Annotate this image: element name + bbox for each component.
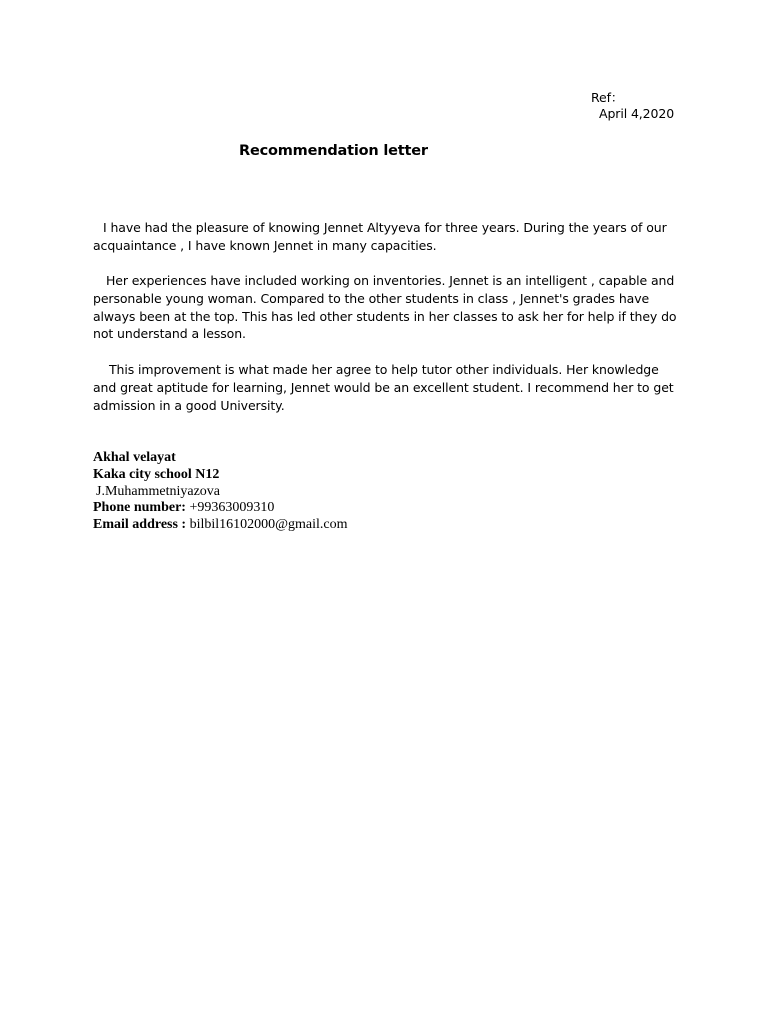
phone-value: +99363009310 bbox=[189, 500, 275, 515]
body-paragraph-2 bbox=[93, 272, 678, 343]
signature-region: Akhal velayat bbox=[93, 450, 176, 465]
email-value: bilbil16102000@gmail.com bbox=[189, 517, 348, 532]
signature-school: Kaka city school N12 bbox=[93, 467, 220, 482]
signature-phone bbox=[93, 500, 274, 516]
letter-title: Recommendation letter bbox=[239, 143, 428, 159]
body-paragraph-3 bbox=[93, 361, 678, 414]
letter-date: April 4,2020 bbox=[599, 106, 675, 121]
signature-name: J.Muhammetniyazova bbox=[96, 484, 221, 499]
body-paragraph-1-text: I have had the pleasure of knowing Jennet Altyyeva for three years. During the years of our acquaintance , I have known Jennet in many capacities. bbox=[93, 220, 667, 253]
email-label: Email address : bbox=[93, 517, 187, 532]
signature-email bbox=[93, 517, 348, 533]
body-paragraph-3-text: This improvement is what made her agree to help tutor other individuals. Her knowledge and great aptitude for learning, Jennet would be an excellent student. I recommend her to get admission in a good University. bbox=[93, 362, 674, 413]
body-paragraph-1 bbox=[93, 219, 678, 255]
body-paragraph-2-text: Her experiences have included working on inventories. Jennet is an intelligent , capable and personable young woman. Compared to the other students in class , Jennet's grades have always been at the top. This has led other students in her classes to ask her for help if they do not understand a lesson. bbox=[93, 273, 677, 342]
reference-label: Ref： bbox=[591, 90, 624, 105]
phone-label: Phone number: bbox=[93, 500, 186, 515]
